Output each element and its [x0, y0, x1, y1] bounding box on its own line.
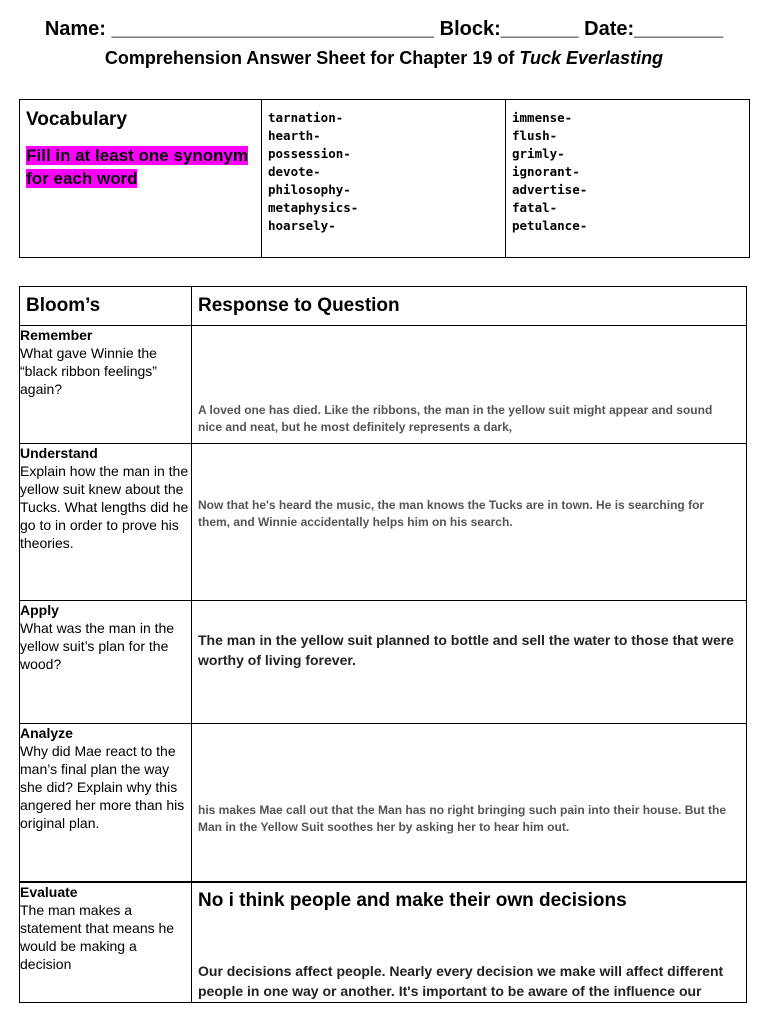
response-cell[interactable] [192, 444, 747, 601]
vocab-word: fatal- [512, 200, 558, 215]
level-name: Evaluate [20, 883, 78, 900]
vocabulary-words-column-1 [262, 100, 506, 257]
vocab-word: immense- [512, 110, 573, 125]
vocabulary-words-column-2 [506, 100, 749, 257]
response-text: A loved one has died. Like the ribbons, the man in the yellow suit might appear and sound nice and neat, but he most definitely represents a dark, [198, 403, 713, 434]
table-row-remember [20, 326, 747, 444]
response-text: his makes Mae call out that the Man has no right bringing such pain into their house. But the Man in the Yellow Suit soothes her by asking her to hear him out. [198, 803, 727, 834]
vocab-word: hearth- [268, 128, 321, 143]
level-name: Understand [20, 445, 98, 461]
response-column-header: Response to Question [192, 287, 747, 326]
vocab-word: metaphysics- [268, 200, 359, 215]
table-row-understand [20, 444, 747, 601]
question-text: What was the man in the yellow suit’s plan for the wood? [20, 620, 175, 672]
level-cell [20, 601, 192, 724]
level-name: Remember [20, 327, 93, 343]
level-cell [20, 444, 192, 601]
blooms-column-header: Bloom’s [20, 287, 192, 326]
question-text: Explain how the man in the yellow suit knew about the Tucks. What lengths did he go to in order to prove his theories. [20, 463, 189, 551]
response-cell[interactable] [192, 724, 747, 882]
table-row-apply [20, 601, 747, 724]
vocab-word: tarnation- [268, 110, 344, 125]
response-cell[interactable] [192, 882, 747, 1003]
vocab-word: possession- [268, 146, 351, 161]
question-text: Why did Mae react to the man’s final plan the way she did? Explain why this angered her more than his original plan. [20, 743, 185, 831]
vocabulary-instruction-highlight: Fill in at least one synonym for each word [26, 146, 248, 188]
response-text: Our decisions affect people. Nearly every decision we make will affect different people in one way or another. It's important to be aware of the influence our [198, 962, 724, 999]
vocabulary-table [19, 99, 750, 258]
sheet-title-prefix: Comprehension Answer Sheet for Chapter 19 of [104, 48, 520, 68]
vocabulary-label-cell [20, 100, 262, 257]
vocab-word: ignorant- [512, 164, 580, 179]
book-title: Tuck Everlasting [519, 48, 664, 68]
vocabulary-title: Vocabulary [26, 109, 128, 130]
level-name: Apply [20, 602, 59, 618]
vocab-word: flush- [512, 128, 558, 143]
level-name: Analyze [20, 725, 73, 741]
question-text: The man makes a statement that means he would be making a decision [20, 901, 175, 972]
vocab-word: grimly- [512, 146, 565, 161]
table-row-analyze [20, 724, 747, 882]
response-cell[interactable] [192, 326, 747, 444]
response-cell[interactable] [192, 601, 747, 724]
vocab-word: devote- [268, 164, 321, 179]
level-cell [20, 724, 192, 882]
vocab-word: philosophy- [268, 182, 351, 197]
vocab-word: petulance- [512, 218, 588, 233]
table-row-evaluate [20, 882, 747, 1003]
question-text: What gave Winnie the “black ribbon feelings” again? [20, 345, 157, 397]
vocabulary-instruction [26, 144, 255, 190]
vocab-word: advertise- [512, 182, 588, 197]
response-text: Now that he's heard the music, the man knows the Tucks are in town. He is searching for them, and Winnie accidentally helps him on his search. [198, 498, 705, 529]
name-block-date-line: Name: _____________________________ Block:_______ Date:________ [44, 18, 724, 40]
blooms-response-table [19, 286, 747, 1003]
table-header-row [20, 287, 747, 326]
level-cell [20, 882, 192, 1003]
level-cell [20, 326, 192, 444]
sheet-title [0, 45, 768, 71]
vocab-word: hoarsely- [268, 218, 336, 233]
response-heading: No i think people and make their own decisions [198, 889, 627, 911]
response-text: The man in the yellow suit planned to bottle and sell the water to those that were worthy of living forever. [198, 632, 734, 668]
